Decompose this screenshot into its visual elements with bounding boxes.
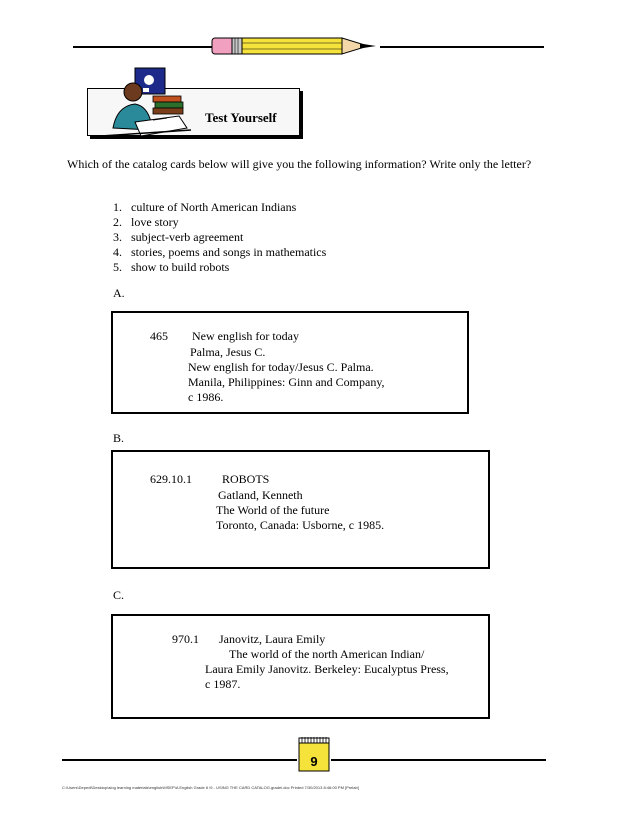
- card-b-line-4: Toronto, Canada: Usborne, c 1985.: [216, 518, 385, 532]
- card-a-line-5: c 1986.: [188, 390, 224, 404]
- card-c-line-2: The world of the north American Indian/: [229, 647, 425, 661]
- list-item: [113, 215, 326, 230]
- card-b-line-3: The World of the future: [216, 503, 330, 517]
- footer-rule-left: [62, 759, 297, 761]
- card-a-line-4: Manila, Philippines: Ginn and Company,: [188, 375, 385, 389]
- card-a-line-2: Palma, Jesus C.: [190, 345, 266, 359]
- pencil-icon: [210, 34, 382, 58]
- card-c-letter: C.: [113, 588, 125, 602]
- list-item: [113, 245, 326, 260]
- student-writing-clipart-icon: [95, 66, 195, 140]
- card-c-call-number: 970.1: [172, 632, 199, 646]
- card-a-line-3: New english for today/Jesus C. Palma.: [188, 360, 374, 374]
- list-item-text: love story: [131, 215, 179, 229]
- card-b-call-number: 629.10.1: [150, 472, 192, 486]
- list-item: [113, 230, 326, 245]
- card-a-call-number: 465: [150, 329, 168, 343]
- card-b-line-1: ROBOTS: [222, 472, 270, 486]
- card-a-letter: A.: [113, 286, 125, 300]
- list-item: [113, 200, 326, 215]
- list-item: [113, 260, 326, 275]
- list-item-text: show to build robots: [131, 260, 230, 274]
- list-item-text: subject-verb agreement: [131, 230, 244, 244]
- list-item-number: 2.: [113, 215, 122, 229]
- header-rule-left: [73, 46, 213, 48]
- footer-file-path: C:\Users\Depedl\Desktop\alog learning materials\english\MSEP\A English Grade 6 \9 - USING THE CARD CATALOG.gradel.doc Printed 7/30/2013 8:46:00 PM [Prelab]: [62, 785, 359, 790]
- banner-title: Test Yourself: [205, 110, 277, 125]
- question-list: [113, 200, 326, 275]
- list-item-number: 4.: [113, 245, 122, 259]
- list-item-number: 3.: [113, 230, 122, 244]
- list-item-number: 1.: [113, 200, 122, 214]
- card-c-line-4: c 1987.: [205, 677, 241, 691]
- card-c-line-3: Laura Emily Janovitz. Berkeley: Eucalyptus Press,: [205, 662, 449, 676]
- card-c-line-1: Janovitz, Laura Emily: [219, 632, 326, 646]
- list-item-text: culture of North American Indians: [131, 200, 297, 214]
- card-a-line-1: New english for today: [192, 329, 299, 343]
- card-b-letter: B.: [113, 431, 125, 445]
- header-rule-right: [380, 46, 544, 48]
- list-item-text: stories, poems and songs in mathematics: [131, 245, 327, 259]
- card-b-line-2: Gatland, Kenneth: [218, 488, 303, 502]
- page-number: 9: [310, 754, 318, 769]
- question-text: Which of the catalog cards below will give you the following information? Write only the letter?: [67, 157, 532, 171]
- list-item-number: 5.: [113, 260, 122, 274]
- footer-rule-right: [331, 759, 546, 761]
